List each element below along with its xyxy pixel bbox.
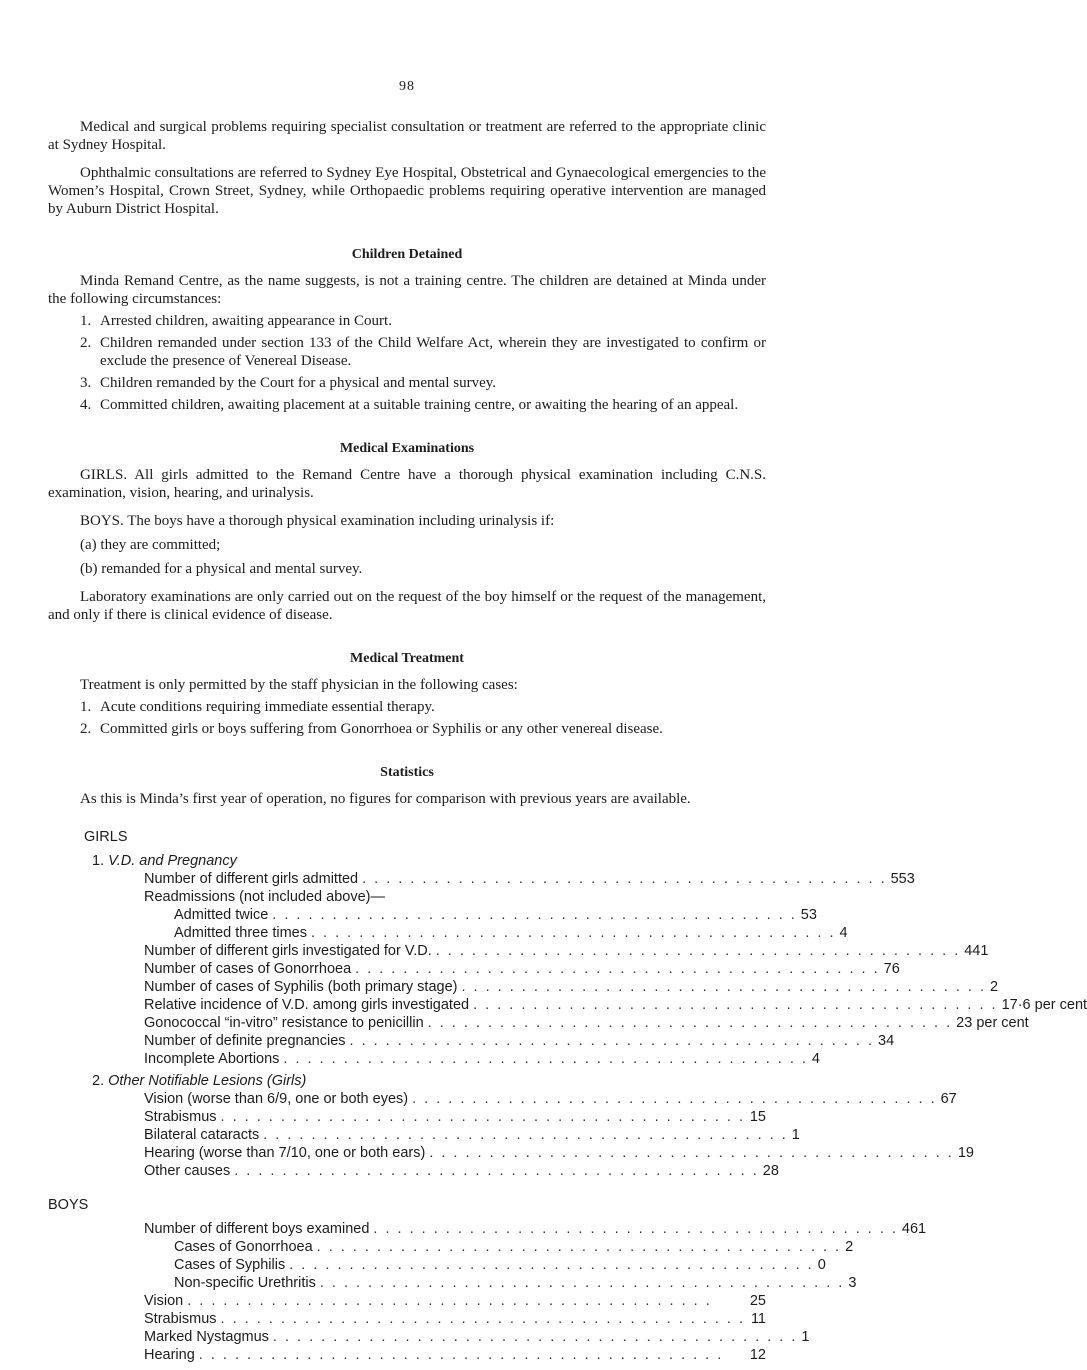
boys-condition-a: (a) they are committed; — [80, 537, 221, 553]
table-row — [144, 870, 915, 888]
row-value: 34 — [878, 1033, 895, 1049]
document-page — [48, 0, 1087, 1364]
row-label: Number of different boys examined — [144, 1221, 370, 1237]
heading-medical-examinations: Medical Examinations — [339, 441, 475, 456]
table-row — [144, 1292, 766, 1310]
table-row — [144, 996, 1087, 1014]
table-row — [144, 1014, 1029, 1032]
table-row — [144, 1032, 895, 1050]
leader-dots: . . . . . . . . . . . . . . . . . . . . . . . . . . . . . . . . . . . . . . . . . . . . — [373, 1221, 898, 1237]
row-label: Gonococcal “in-vitro” resistance to penicillin — [144, 1015, 424, 1031]
row-label: Number of different girls investigated for V.D. — [144, 943, 432, 959]
table-row — [144, 1274, 857, 1292]
intro-paragraph-1: Medical and surgical problems requiring specialist consultation or treatment are referred to the appropriate clinic at Sydney Hospital. — [48, 119, 766, 153]
table-row — [144, 1050, 820, 1068]
row-label: Cases of Gonorrhoea — [174, 1239, 313, 1255]
page-number: 98 — [399, 79, 415, 94]
leader-dots: . . . . . . . . . . . . . . . . . . . . . . . . . . . . . . . . . . . . . . . . . . . . — [412, 1091, 937, 1107]
row-value: 17·6 per cent — [1001, 997, 1087, 1013]
list-item: 1. Acute conditions requiring immediate essential therapy. — [80, 699, 435, 715]
table-row — [144, 1144, 974, 1162]
heading-medical-treatment: Medical Treatment — [350, 651, 464, 666]
leader-dots: . . . . . . . . . . . . . . . . . . . . . . . . . . . . . . . . . . . . . . . . . . . . — [427, 1015, 953, 1031]
intro-paragraph-2: Ophthalmic consultations are referred to Sydney Eye Hospital, Obstetrical and Gynaecological emergencies to the Women’s Hospital, Crown Street, Sydney, while Orthopaedic problems requiring operative intervention are managed by Auburn District Hospital. — [48, 165, 766, 217]
table-row — [144, 1310, 766, 1328]
row-label: Bilateral cataracts — [144, 1127, 260, 1143]
other-lesions-table — [144, 1090, 974, 1180]
row-value: 28 — [762, 1163, 779, 1179]
row-value: 3 — [848, 1275, 857, 1291]
row-value: 11 — [750, 1311, 766, 1327]
table-row — [144, 1256, 826, 1274]
row-label: Strabismus — [144, 1109, 217, 1125]
row-value: 19 — [957, 1145, 974, 1161]
leader-dots: . . . . . . . . . . . . . . . . . . . . . . . . . . . . . . . . . . . . . . . . . . . . — [198, 1347, 724, 1363]
leader-dots: . . . . . . . . . . . . . . . . . . . . . . . . . . . . . . . . . . . . . . . . . . . . — [461, 979, 986, 995]
row-value: 1 — [801, 1329, 810, 1345]
boys-table — [144, 1220, 927, 1364]
leader-dots: . . . . . . . . . . . . . . . . . . . . . . . . . . . . . . . . . . . . . . . . . . . . — [263, 1127, 788, 1143]
row-value: 76 — [883, 961, 900, 977]
leader-dots: . . . . . . . . . . . . . . . . . . . . . . . . . . . . . . . . . . . . . . . . . . . . — [283, 1051, 808, 1067]
row-value: 4 — [839, 925, 848, 941]
row-label: Relative incidence of V.D. among girls investigated — [144, 997, 470, 1013]
row-value: 553 — [890, 871, 915, 887]
leader-dots: . . . . . . . . . . . . . . . . . . . . . . . . . . . . . . . . . . . . . . . . . . . . — [355, 961, 880, 977]
table-row — [144, 924, 848, 942]
leader-dots: . . . . . . . . . . . . . . . . . . . . . . . . . . . . . . . . . . . . . . . . . . . . — [220, 1109, 746, 1125]
row-label: Hearing — [144, 1347, 195, 1363]
row-label: Readmissions (not included above)— — [144, 889, 385, 905]
table-row — [144, 1108, 766, 1126]
table-row — [144, 942, 989, 960]
leader-dots: . . . . . . . . . . . . . . . . . . . . . . . . . . . . . . . . . . . . . . . . . . . . — [319, 1275, 845, 1291]
boys-condition-b: (b) remanded for a physical and mental survey. — [80, 561, 363, 577]
row-value: 4 — [811, 1051, 820, 1067]
list-item: 2. Committed girls or boys suffering from Gonorrhoea or Syphilis or any other venereal disease. — [80, 721, 663, 737]
row-label: Number of cases of Syphilis (both primary stage) — [144, 979, 458, 995]
table-row — [144, 1328, 810, 1346]
list-item: 1. Arrested children, awaiting appearance in Court. — [80, 313, 392, 329]
statistics-intro: As this is Minda’s first year of operation, no figures for comparison with previous years are available. — [80, 791, 691, 807]
row-value: 12 — [749, 1347, 766, 1363]
row-label: Vision — [144, 1293, 184, 1309]
table-row — [144, 1346, 766, 1364]
leader-dots: . . . . . . . . . . . . . . . . . . . . . . . . . . . . . . . . . . . . . . . . . . . . — [289, 1257, 814, 1273]
vd-table — [144, 870, 1087, 1068]
treatment-list — [48, 698, 766, 738]
row-value: 0 — [817, 1257, 826, 1273]
row-label: Non-specific Urethritis — [174, 1275, 316, 1291]
row-label: Admitted three times — [174, 925, 307, 941]
table-row — [144, 978, 999, 996]
leader-dots: . . . . . . . . . . . . . . . . . . . . . . . . . . . . . . . . . . . . . . . . . . . . — [272, 1329, 798, 1345]
row-label: Strabismus — [144, 1311, 217, 1327]
list-item: 2. Children remanded under section 133 of the Child Welfare Act, wherein they are investigated to confirm or exclude the presence of Venereal Disease. — [80, 335, 766, 369]
leader-dots: . . . . . . . . . . . . . . . . . . . . . . . . . . . . . . . . . . . . . . . . . . . . — [187, 1293, 712, 1309]
row-value: 23 per cent — [956, 1015, 1029, 1031]
vd-section-title: 1. V.D. and Pregnancy — [92, 853, 237, 869]
row-label: Cases of Syphilis — [174, 1257, 286, 1273]
girls-examination-paragraph: GIRLS. All girls admitted to the Remand Centre have a thorough physical examination including C.N.S. examination, vision, hearing, and urinalysis. — [48, 467, 766, 501]
children-detained-list — [48, 312, 766, 414]
other-section-title: 2. Other Notifiable Lesions (Girls) — [92, 1073, 307, 1089]
table-row — [144, 1162, 779, 1180]
leader-dots: . . . . . . . . . . . . . . . . . . . . . . . . . . . . . . . . . . . . . . . . . . . . — [220, 1311, 746, 1327]
table-row — [144, 960, 900, 978]
laboratory-paragraph: Laboratory examinations are only carried out on the request of the boy himself or the request of the management, and only if there is clinical evidence of disease. — [48, 589, 766, 623]
leader-dots: . . . . . . . . . . . . . . . . . . . . . . . . . . . . . . . . . . . . . . . . . . . . — [473, 997, 998, 1013]
table-row — [144, 1126, 800, 1144]
leader-dots: . . . . . . . . . . . . . . . . . . . . . . . . . . . . . . . . . . . . . . . . . . . . — [316, 1239, 842, 1255]
leader-dots: . . . . . . . . . . . . . . . . . . . . . . . . . . . . . . . . . . . . . . . . . . . . — [234, 1163, 759, 1179]
row-value: 1 — [791, 1127, 800, 1143]
row-label: Number of different girls admitted — [144, 871, 359, 887]
leader-dots: . . . . . . . . . . . . . . . . . . . . . . . . . . . . . . . . . . . . . . . . . . . . — [435, 943, 961, 959]
row-label: Other causes — [144, 1163, 231, 1179]
leader-dots: . . . . . . . . . . . . . . . . . . . . . . . . . . . . . . . . . . . . . . . . . . . . — [429, 1145, 954, 1161]
row-label: Admitted twice — [174, 907, 269, 923]
row-value: 441 — [964, 943, 989, 959]
boys-examination-paragraph: BOYS. The boys have a thorough physical examination including urinalysis if: — [80, 513, 555, 529]
table-row — [144, 906, 817, 924]
row-label: Number of cases of Gonorrhoea — [144, 961, 352, 977]
heading-statistics: Statistics — [380, 765, 434, 780]
row-value: 67 — [940, 1091, 957, 1107]
row-label: Number of definite pregnancies — [144, 1033, 346, 1049]
heading-children-detained: Children Detained — [351, 247, 463, 262]
row-label: Incomplete Abortions — [144, 1051, 280, 1067]
boys-label: BOYS — [48, 1197, 89, 1213]
row-value: 15 — [749, 1109, 766, 1125]
row-value: 461 — [901, 1221, 927, 1237]
table-row — [144, 888, 766, 906]
leader-dots: . . . . . . . . . . . . . . . . . . . . . . . . . . . . . . . . . . . . . . . . . . . . — [362, 871, 887, 887]
row-label: Vision (worse than 6/9, one or both eyes) — [144, 1091, 409, 1107]
girls-label: GIRLS — [84, 829, 128, 845]
leader-dots: . . . . . . . . . . . . . . . . . . . . . . . . . . . . . . . . . . . . . . . . . . . . — [272, 907, 797, 923]
leader-dots: . . . . . . . . . . . . . . . . . . . . . . . . . . . . . . . . . . . . . . . . . . . . — [349, 1033, 875, 1049]
row-value: 25 — [749, 1293, 766, 1309]
row-value: 2 — [845, 1239, 854, 1255]
row-label: Marked Nystagmus — [144, 1329, 269, 1345]
row-value: 53 — [800, 907, 817, 923]
table-row — [144, 1090, 957, 1108]
list-item: 4. Committed children, awaiting placement at a suitable training centre, or awaiting the hearing of an appeal. — [80, 397, 739, 413]
list-item: 3. Children remanded by the Court for a physical and mental survey. — [80, 375, 496, 391]
row-value: 2 — [990, 979, 999, 995]
table-row — [144, 1238, 854, 1256]
leader-dots: . . . . . . . . . . . . . . . . . . . . . . . . . . . . . . . . . . . . . . . . . . . . — [310, 925, 836, 941]
row-label: Hearing (worse than 7/10, one or both ears) — [144, 1145, 426, 1161]
treatment-intro: Treatment is only permitted by the staff physician in the following cases: — [80, 677, 518, 693]
children-detained-intro: Minda Remand Centre, as the name suggests, is not a training centre. The children are detained at Minda under the following circumstances: — [48, 273, 766, 307]
table-row — [144, 1220, 927, 1238]
